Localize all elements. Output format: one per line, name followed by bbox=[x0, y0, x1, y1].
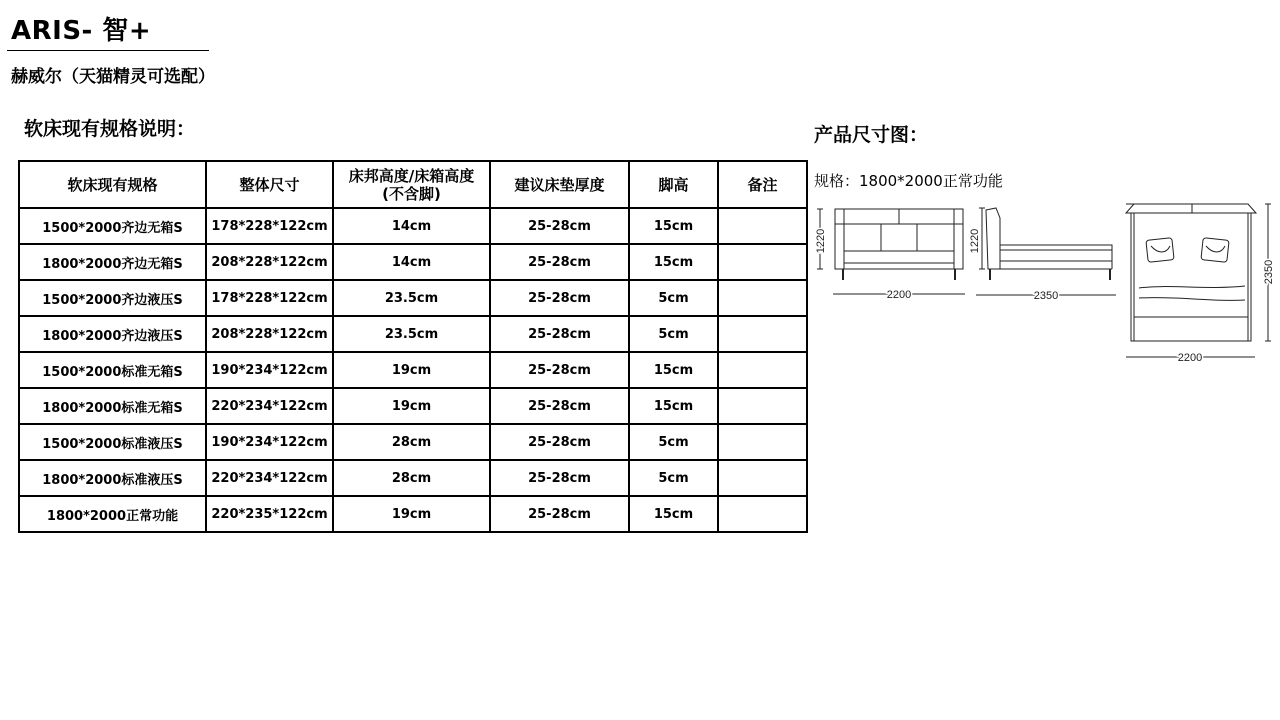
column-header-overall-size: 整体尺寸 bbox=[206, 161, 333, 208]
title-underline bbox=[7, 50, 209, 51]
cell-mattress-thickness: 25-28cm bbox=[490, 352, 629, 388]
cell-frame-height: 19cm bbox=[333, 496, 490, 532]
cell-mattress-thickness: 25-28cm bbox=[490, 460, 629, 496]
cell-model: 1800*2000标准无箱S bbox=[19, 388, 206, 424]
dimension-spec-line: 规格：1800*2000正常功能 bbox=[814, 172, 1003, 190]
cell-overall-size: 190*234*122cm bbox=[206, 352, 333, 388]
cell-overall-size: 220*234*122cm bbox=[206, 388, 333, 424]
cell-overall-size: 178*228*122cm bbox=[206, 280, 333, 316]
cell-leg-height: 15cm bbox=[629, 388, 718, 424]
cell-remarks bbox=[718, 460, 807, 496]
cell-frame-height: 14cm bbox=[333, 208, 490, 244]
table-row bbox=[19, 280, 807, 316]
table-row bbox=[19, 424, 807, 460]
bed-dimension-drawings bbox=[808, 196, 1278, 371]
cell-remarks bbox=[718, 280, 807, 316]
table-row bbox=[19, 316, 807, 352]
cell-remarks bbox=[718, 316, 807, 352]
cell-leg-height: 15cm bbox=[629, 244, 718, 280]
table-row bbox=[19, 388, 807, 424]
cell-frame-height: 19cm bbox=[333, 388, 490, 424]
cell-model: 1800*2000标准液压S bbox=[19, 460, 206, 496]
cell-mattress-thickness: 25-28cm bbox=[490, 424, 629, 460]
cell-overall-size: 208*228*122cm bbox=[206, 244, 333, 280]
side-view-drawing bbox=[976, 208, 1116, 295]
column-header-frame-height-line1: 床邦高度/床箱高度 bbox=[348, 166, 475, 185]
column-header-frame-height-line2: (不含脚) bbox=[382, 184, 441, 203]
cell-leg-height: 5cm bbox=[629, 460, 718, 496]
spec-section-heading: 软床现有规格说明： bbox=[24, 118, 196, 140]
cell-remarks bbox=[718, 244, 807, 280]
cell-model: 1800*2000齐边液压S bbox=[19, 316, 206, 352]
cell-mattress-thickness: 25-28cm bbox=[490, 280, 629, 316]
front-view-height-label: 1220 bbox=[815, 228, 827, 254]
front-view-width-label: 2200 bbox=[886, 289, 912, 301]
cell-frame-height: 28cm bbox=[333, 424, 490, 460]
table-row bbox=[19, 496, 807, 532]
cell-model: 1800*2000齐边无箱S bbox=[19, 244, 206, 280]
cell-frame-height: 19cm bbox=[333, 352, 490, 388]
table-row bbox=[19, 352, 807, 388]
cell-remarks bbox=[718, 496, 807, 532]
side-view-length-label: 2350 bbox=[1033, 290, 1059, 302]
cell-remarks bbox=[718, 424, 807, 460]
cell-leg-height: 5cm bbox=[629, 424, 718, 460]
cell-overall-size: 220*235*122cm bbox=[206, 496, 333, 532]
top-view-width-label: 2200 bbox=[1177, 352, 1203, 364]
cell-remarks bbox=[718, 388, 807, 424]
cell-leg-height: 15cm bbox=[629, 352, 718, 388]
spec-table bbox=[18, 160, 808, 533]
cell-leg-height: 5cm bbox=[629, 280, 718, 316]
cell-frame-height: 23.5cm bbox=[333, 316, 490, 352]
cell-frame-height: 23.5cm bbox=[333, 280, 490, 316]
column-header-mattress-thickness: 建议床垫厚度 bbox=[490, 161, 629, 208]
column-header-remarks: 备注 bbox=[718, 161, 807, 208]
cell-mattress-thickness: 25-28cm bbox=[490, 388, 629, 424]
cell-frame-height: 28cm bbox=[333, 460, 490, 496]
column-header-model: 软床现有规格 bbox=[19, 161, 206, 208]
cell-model: 1500*2000齐边液压S bbox=[19, 280, 206, 316]
table-header-row bbox=[19, 161, 807, 208]
cell-frame-height: 14cm bbox=[333, 244, 490, 280]
cell-overall-size: 208*228*122cm bbox=[206, 316, 333, 352]
cell-model: 1800*2000正常功能 bbox=[19, 496, 206, 532]
page-subtitle: 赫威尔（天猫精灵可选配） bbox=[11, 67, 215, 87]
cell-overall-size: 190*234*122cm bbox=[206, 424, 333, 460]
cell-leg-height: 5cm bbox=[629, 316, 718, 352]
column-header-frame-height bbox=[333, 161, 490, 208]
cell-leg-height: 15cm bbox=[629, 208, 718, 244]
table-row bbox=[19, 244, 807, 280]
cell-mattress-thickness: 25-28cm bbox=[490, 316, 629, 352]
dimension-section-heading: 产品尺寸图： bbox=[814, 124, 929, 146]
top-view-length-label: 2350 bbox=[1263, 259, 1275, 285]
column-header-leg-height: 脚高 bbox=[629, 161, 718, 208]
cell-overall-size: 178*228*122cm bbox=[206, 208, 333, 244]
top-view-drawing bbox=[1126, 204, 1271, 357]
cell-model: 1500*2000齐边无箱S bbox=[19, 208, 206, 244]
cell-mattress-thickness: 25-28cm bbox=[490, 208, 629, 244]
cell-leg-height: 15cm bbox=[629, 496, 718, 532]
front-view-drawing bbox=[817, 209, 965, 294]
page-title: ARIS- 智+ bbox=[11, 16, 152, 46]
cell-model: 1500*2000标准液压S bbox=[19, 424, 206, 460]
cell-mattress-thickness: 25-28cm bbox=[490, 244, 629, 280]
side-view-height-label: 1220 bbox=[969, 228, 981, 254]
table-row bbox=[19, 208, 807, 244]
cell-remarks bbox=[718, 352, 807, 388]
cell-remarks bbox=[718, 208, 807, 244]
cell-overall-size: 220*234*122cm bbox=[206, 460, 333, 496]
table-row bbox=[19, 460, 807, 496]
cell-model: 1500*2000标准无箱S bbox=[19, 352, 206, 388]
cell-mattress-thickness: 25-28cm bbox=[490, 496, 629, 532]
